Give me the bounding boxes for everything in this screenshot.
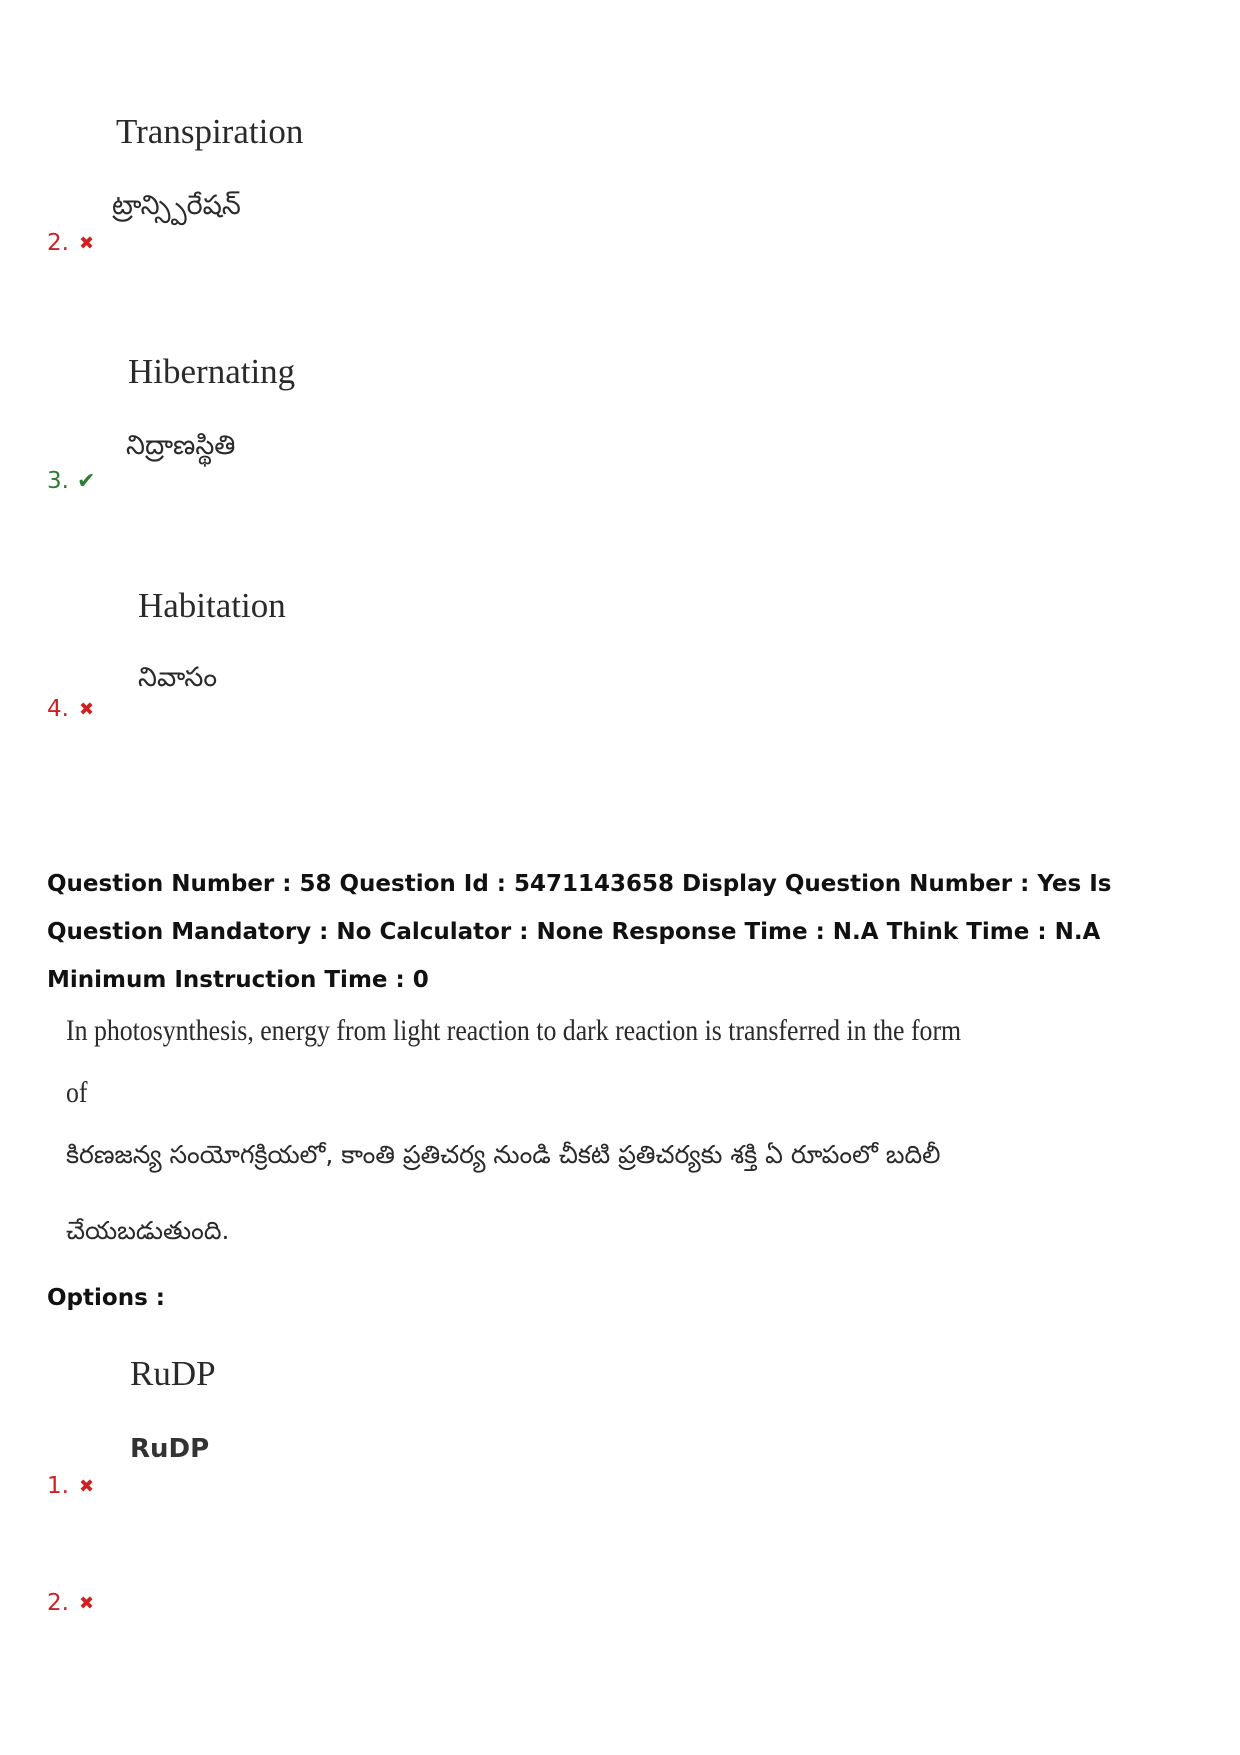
cross-icon: ✖	[78, 1592, 95, 1614]
option-english-text: RuDP	[130, 1354, 216, 1393]
option-marker	[47, 468, 95, 494]
cross-icon: ✖	[78, 232, 95, 254]
option-number: 3.	[47, 468, 69, 494]
option-english-text: Habitation	[138, 586, 286, 625]
question-text-english-line2: of	[66, 1076, 88, 1109]
option-telugu-text: నివాసం	[138, 662, 218, 693]
cross-icon: ✖	[78, 698, 95, 720]
options-label: Options :	[47, 1285, 165, 1311]
option-telugu-text: నిద్రాణస్థితి	[126, 430, 236, 461]
option-secondary-text: RuDP	[130, 1434, 210, 1464]
option-english-text: Hibernating	[128, 352, 296, 391]
option-number: 2.	[47, 230, 69, 256]
question-text-telugu-line1: కిరణజన్య సంయోగక్రియలో, కాంతి ప్రతిచర్య నుండి చీకటి ప్రతిచర్యకు శక్తి ఏ రూపంలో బదిలీ	[66, 1140, 941, 1169]
option-marker	[47, 1473, 94, 1499]
option-number: 1.	[47, 1473, 69, 1499]
question-text-english-line1: In photosynthesis, energy from light reaction to dark reaction is transferred in the form	[66, 1014, 962, 1047]
option-number: 4.	[47, 696, 69, 722]
question-metadata: Question Number : 58 Question Id : 5471143658 Display Question Number : Yes Is Question Mandatory : No Calculator : None Response Time : N.A Think Time : N.A Minimum Instruction Time : 0	[47, 871, 1112, 993]
option-marker	[47, 696, 94, 722]
option-telugu-text: ట్రాన్స్పిరేషన్	[112, 190, 241, 221]
option-english-text: Transpiration	[116, 112, 304, 151]
question-text-telugu-line2: చేయబడుతుంది.	[66, 1216, 230, 1245]
option-marker	[47, 230, 94, 256]
check-icon: ✔	[76, 468, 96, 494]
option-number: 2.	[47, 1590, 69, 1616]
option-marker	[47, 1590, 94, 1616]
cross-icon: ✖	[78, 1475, 95, 1497]
